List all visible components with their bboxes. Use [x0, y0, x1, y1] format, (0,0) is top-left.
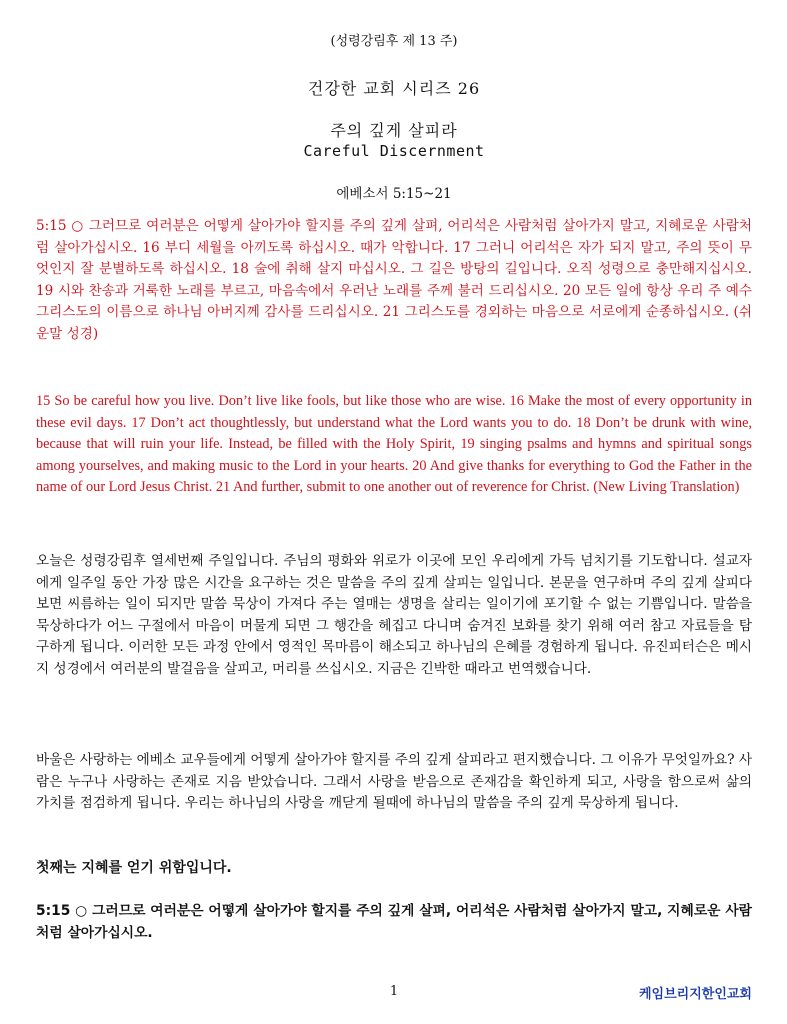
scripture-reference: 에베소서 5:15~21 [336, 186, 452, 202]
body-paragraph: 오늘은 성령강림후 열세번째 주일입니다. 주님의 평화와 위로가 이곳에 모인 우리에게 가득 넘치기를 기도합니다. 설교자에게 일주일 동안 가장 많은 시간을 요구하는 것은 말씀을 주의 깊게 살피는 일입니다. 본문을 연구하며 주의 깊게 살피다 보면 씨름하는 일이 되지만 말씀 묵상이 가져다 주는 열매는 생명을 살리는 일이기에 포기할 수 없는 기쁨입니다. 말씀을 묵상하다가 어느 구절에서 마음이 머물게 되면 그 행간을 헤집고 다니며 숨겨진 보화를 찾기 위해 여러 참고 자료들을 탐구하게 됩니다. 이러한 모든 과정 안에서 영적인 목마름이 해소되고 하나님의 은혜를 경험하게 됩니다. 유진피터슨은 메시지 성경에서 여러분의 발걸음을 살피고, 머리를 쓰십시오. 지금은 긴박한 때라고 번역했습니다. [36, 553, 752, 677]
church-name: 케임브리지한인교회 [638, 987, 752, 1002]
sermon-series: 건강한 교회 시리즈 26 [307, 79, 481, 98]
scripture-korean: 5:15 ○ 그러므로 여러분은 어떻게 살아가야 할지를 주의 깊게 살펴, 어리석은 사람처럼 살아가지 말고, 지혜로운 사람처럼 살아가십시오. 16 부디 세월을 아끼도록 하십시오. 때가 악합니다. 17 그러니 어리석은 자가 되지 말고, 주의 뜻이 무엇인지 잘 분별하도록 하십시오. 18 술에 취해 살지 마십시오. 그 길은 방탕의 길입니다. 오직 성령으로 충만해지십시오. 19 시와 찬송과 거룩한 노래를 부르고, 마음속에서 우러난 노래를 주께 불러 드리십시오. 20 모든 일에 항상 우리 주 예수 그리스도의 이름으로 하나님 아버지께 감사를 드리십시오. 21 그리스도를 경외하는 마음으로 서로에게 순종하십시오. (쉬운말 성경) [36, 218, 752, 342]
page-number: 1 [389, 984, 399, 999]
verse-quote: 5:15 ○ 그러므로 여러분은 어떻게 살아가야 할지를 주의 깊게 살펴, 어리석은 사람처럼 살아가지 말고, 지혜로운 사람처럼 살아가십시오. [36, 903, 752, 941]
section-heading: 첫째는 지혜를 얻기 위함입니다. [36, 860, 232, 876]
sermon-title-korean: 주의 깊게 살피라 [330, 121, 458, 140]
sermon-title-english: Careful Discernment [303, 142, 485, 160]
season-label: (성령강림후 제 13 주) [330, 34, 458, 49]
body-paragraph: 바울은 사랑하는 에베소 교우들에게 어떻게 살아가야 할지를 주의 깊게 살피라고 편지했습니다. 그 이유가 무엇일까요? 사람은 누구나 사랑하는 존재로 지음 받았습니다. 그래서 사랑을 받음으로 존재감을 확인하게 되고, 사랑을 함으로써 삶의 가치를 점검하게 됩니다. 우리는 하나님의 사랑을 깨닫게 될때에 하나님의 말씀을 주의 깊게 묵상하게 됩니다. [36, 752, 752, 812]
scripture-english: 15 So be careful how you live. Don’t live like fools, but like those who are wise. 16 Make the most of every opportunity in these evil days. 17 Don’t act thoughtlessly, but understand what the Lord wants you to do. 18 Don’t be drunk with wine, because that will ruin your life. Instead, be filled with the Holy Spirit, 19 singing psalms and hymns and spiritual songs among yourselves, and making music to the Lord in your hearts. 20 And give thanks for everything to God the Father in the name of our Lord Jesus Christ. 21 And further, submit to one another out of reverence for Christ. (New Living Translation) [36, 393, 752, 496]
